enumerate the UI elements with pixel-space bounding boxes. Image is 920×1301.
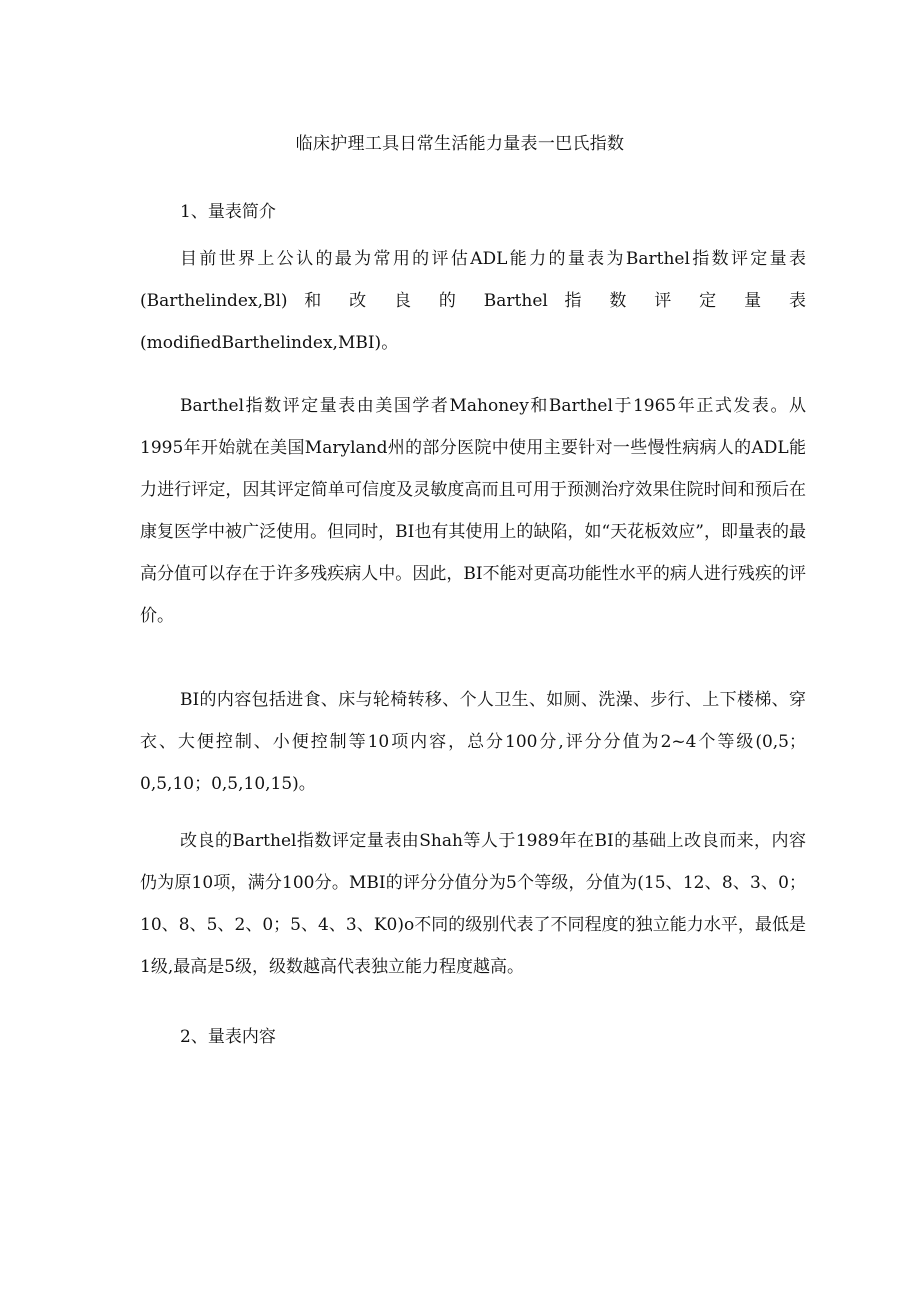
paragraph-barthel-history: Barthel指数评定量表由美国学者Mahoney和Barthel于1965年正式发表。从1995年开始就在美国Maryland州的部分医院中使用主要针对一些慢性病病人的ADL能力进行评定，因其评定简单可信度及灵敏度高而且可用于预测治疗效果住院时间和预后在康复医学中被广泛使用。但同时，BI也有其使用上的缺陷，如“天花板效应”，即量表的最高分值可以存在于许多残疾病人中。因此，BI不能对更高功能性水平的病人进行残疾的评价。 [140,396,806,626]
paragraph-mbi-description: 改良的Barthel指数评定量表由Shah等人于1989年在BI的基础上改良而来，内容仍为原10项，满分100分。MBI的评分分值分为5个等级，分值为(15、12、8、3、0；10、8、5、2、0；5、4、3、K0)o不同的级别代表了不同程度的独立能力水平，最低是1级,最高是5级，级数越高代表独立能力程度越高。 [140,831,806,977]
section-heading-intro: 1、量表简介 [180,202,276,222]
paragraph-bi-content: BI的内容包括进食、床与轮椅转移、个人卫生、如厕、洗澡、步行、上下楼梯、穿衣、大便控制、小便控制等10项内容，总分100分,评分分值为2~4个等级(0,5；0,5,10；0,5,10,15)。 [140,690,806,794]
section-heading-content: 2、量表内容 [180,1027,276,1047]
document-title: 临床护理工具日常生活能力量表一巴氏指数 [295,134,625,154]
paragraph-adl-scales: 目前世界上公认的最为常用的评估ADL能力的量表为Barthel指数评定量表(Barthelindex,Bl) 和 改 良 的 Barthel 指 数 评 定 量 表(modifiedBarthelindex,MBI)。 [140,249,806,353]
